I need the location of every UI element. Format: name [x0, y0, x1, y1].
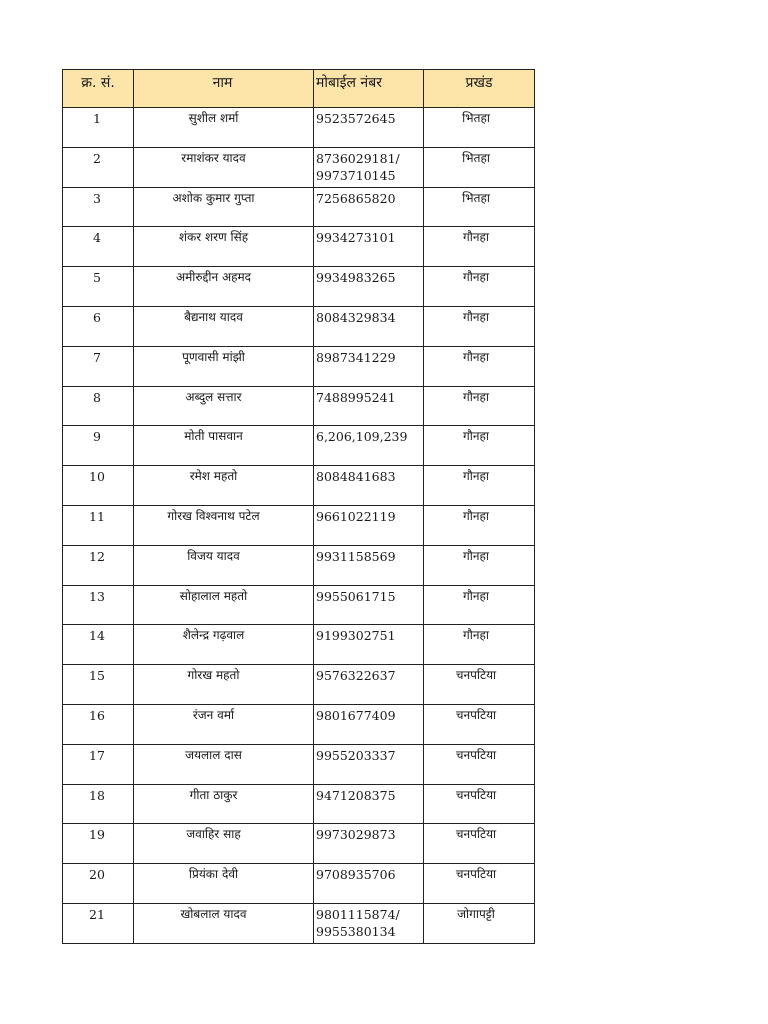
block-cell: गौनहा: [424, 466, 535, 506]
serial-cell: 17: [63, 744, 134, 784]
serial-cell: 5: [63, 267, 134, 307]
name-cell: अब्दुल सत्तार: [134, 386, 314, 426]
serial-cell: 16: [63, 704, 134, 744]
table-row: [63, 625, 535, 665]
serial-cell: 18: [63, 784, 134, 824]
block-cell: भितहा: [424, 187, 535, 227]
mobile-cell: [314, 466, 424, 506]
serial-cell: 3: [63, 187, 134, 227]
table-row: [63, 824, 535, 864]
block-cell: गौनहा: [424, 505, 535, 545]
mobile-cell: [314, 864, 424, 904]
name-cell: शंकर शरण सिंह: [134, 227, 314, 267]
mobile-number: 9801677409: [316, 707, 396, 723]
block-cell: भितहा: [424, 108, 535, 148]
mobile-number: 8736029181/: [316, 150, 400, 166]
mobile-cell: [314, 625, 424, 665]
mobile-number: 7488995241: [316, 389, 396, 405]
name-cell: गीता ठाकुर: [134, 784, 314, 824]
name-cell: रमेश महतो: [134, 466, 314, 506]
table-row: [63, 864, 535, 904]
serial-cell: 2: [63, 147, 134, 187]
table-row: [63, 545, 535, 585]
mobile-number: 9471208375: [316, 787, 396, 803]
mobile-number: 8987341229: [316, 349, 396, 365]
mobile-cell: [314, 386, 424, 426]
mobile-cell: [314, 784, 424, 824]
mobile-cell: [314, 505, 424, 545]
name-cell: मोती पासवान: [134, 426, 314, 466]
block-cell: गौनहा: [424, 625, 535, 665]
mobile-number: 9955061715: [316, 588, 396, 604]
mobile-number: 9955203337: [316, 747, 396, 763]
table-header-row: [63, 70, 535, 108]
table-row: [63, 585, 535, 625]
serial-cell: 21: [63, 903, 134, 943]
mobile-number: 6,206,109,239: [316, 429, 408, 445]
block-cell: भितहा: [424, 147, 535, 187]
mobile-cell: [314, 267, 424, 307]
name-cell: जयलाल दास: [134, 744, 314, 784]
serial-cell: 13: [63, 585, 134, 625]
block-cell: चनपटिया: [424, 864, 535, 904]
name-cell: शैलेन्द्र गढ़वाल: [134, 625, 314, 665]
table-body: [63, 108, 535, 944]
serial-cell: 19: [63, 824, 134, 864]
serial-cell: 12: [63, 545, 134, 585]
mobile-cell: [314, 227, 424, 267]
mobile-number: 9955380134: [316, 923, 396, 939]
mobile-cell: [314, 903, 424, 943]
mobile-number: 9708935706: [316, 867, 396, 883]
name-cell: प्रियंका देवी: [134, 864, 314, 904]
table-row: [63, 147, 535, 187]
header-mobile: मोबाईल नंबर: [314, 70, 424, 108]
mobile-number: 8084329834: [316, 309, 396, 325]
serial-cell: 14: [63, 625, 134, 665]
block-cell: गौनहा: [424, 267, 535, 307]
block-cell: गौनहा: [424, 306, 535, 346]
name-cell: सुशील शर्मा: [134, 108, 314, 148]
table-row: [63, 187, 535, 227]
name-cell: गोरख महतो: [134, 665, 314, 705]
name-cell: अशोक कुमार गुप्ता: [134, 187, 314, 227]
mobile-cell: [314, 108, 424, 148]
name-cell: बैद्यनाथ यादव: [134, 306, 314, 346]
mobile-number: 7256865820: [316, 190, 396, 206]
name-cell: पूणवासी मांझी: [134, 346, 314, 386]
block-cell: गौनहा: [424, 227, 535, 267]
mobile-cell: [314, 665, 424, 705]
header-serial: क्र. सं.: [63, 70, 134, 108]
serial-cell: 4: [63, 227, 134, 267]
mobile-cell: [314, 147, 424, 187]
block-cell: गौनहा: [424, 545, 535, 585]
block-cell: गौनहा: [424, 346, 535, 386]
table-row: [63, 903, 535, 943]
mobile-cell: [314, 426, 424, 466]
serial-cell: 6: [63, 306, 134, 346]
table-row: [63, 744, 535, 784]
mobile-cell: [314, 824, 424, 864]
serial-cell: 11: [63, 505, 134, 545]
name-cell: रमाशंकर यादव: [134, 147, 314, 187]
table-row: [63, 306, 535, 346]
mobile-cell: [314, 346, 424, 386]
mobile-number: 9973710145: [316, 167, 396, 183]
name-cell: रंजन वर्मा: [134, 704, 314, 744]
mobile-cell: [314, 545, 424, 585]
mobile-number: 9931158569: [316, 548, 396, 564]
mobile-number: 9934273101: [316, 230, 396, 246]
table-row: [63, 784, 535, 824]
table-row: [63, 346, 535, 386]
mobile-number: 9801115874/: [316, 906, 400, 922]
mobile-cell: [314, 585, 424, 625]
name-cell: सोहालाल महतो: [134, 585, 314, 625]
serial-cell: 9: [63, 426, 134, 466]
name-cell: गोरख विश्वनाथ पटेल: [134, 505, 314, 545]
mobile-number: 8084841683: [316, 469, 396, 485]
table-row: [63, 505, 535, 545]
block-cell: चनपटिया: [424, 824, 535, 864]
contact-table: [62, 69, 535, 944]
mobile-cell: [314, 187, 424, 227]
serial-cell: 20: [63, 864, 134, 904]
serial-cell: 15: [63, 665, 134, 705]
table-row: [63, 426, 535, 466]
name-cell: अमीरुद्दीन अहमद: [134, 267, 314, 307]
serial-cell: 10: [63, 466, 134, 506]
contact-sheet: [62, 69, 534, 944]
mobile-number: 9661022119: [316, 508, 396, 524]
block-cell: चनपटिया: [424, 744, 535, 784]
name-cell: जवाहिर साह: [134, 824, 314, 864]
table-row: [63, 108, 535, 148]
mobile-cell: [314, 704, 424, 744]
block-cell: चनपटिया: [424, 784, 535, 824]
table-row: [63, 665, 535, 705]
table-row: [63, 227, 535, 267]
mobile-cell: [314, 744, 424, 784]
table-row: [63, 704, 535, 744]
block-cell: गौनहा: [424, 585, 535, 625]
name-cell: विजय यादव: [134, 545, 314, 585]
mobile-number: 9576322637: [316, 668, 396, 684]
mobile-number: 9199302751: [316, 628, 396, 644]
block-cell: जोगापट्टी: [424, 903, 535, 943]
table-row: [63, 267, 535, 307]
block-cell: चनपटिया: [424, 665, 535, 705]
serial-cell: 1: [63, 108, 134, 148]
serial-cell: 7: [63, 346, 134, 386]
block-cell: गौनहा: [424, 426, 535, 466]
mobile-cell: [314, 306, 424, 346]
block-cell: चनपटिया: [424, 704, 535, 744]
table-row: [63, 386, 535, 426]
name-cell: खोबलाल यादव: [134, 903, 314, 943]
block-cell: गौनहा: [424, 386, 535, 426]
header-name: नाम: [134, 70, 314, 108]
serial-cell: 8: [63, 386, 134, 426]
mobile-number: 9934983265: [316, 270, 396, 286]
header-block: प्रखंड: [424, 70, 535, 108]
table-row: [63, 466, 535, 506]
mobile-number: 9973029873: [316, 827, 396, 843]
mobile-number: 9523572645: [316, 111, 396, 126]
